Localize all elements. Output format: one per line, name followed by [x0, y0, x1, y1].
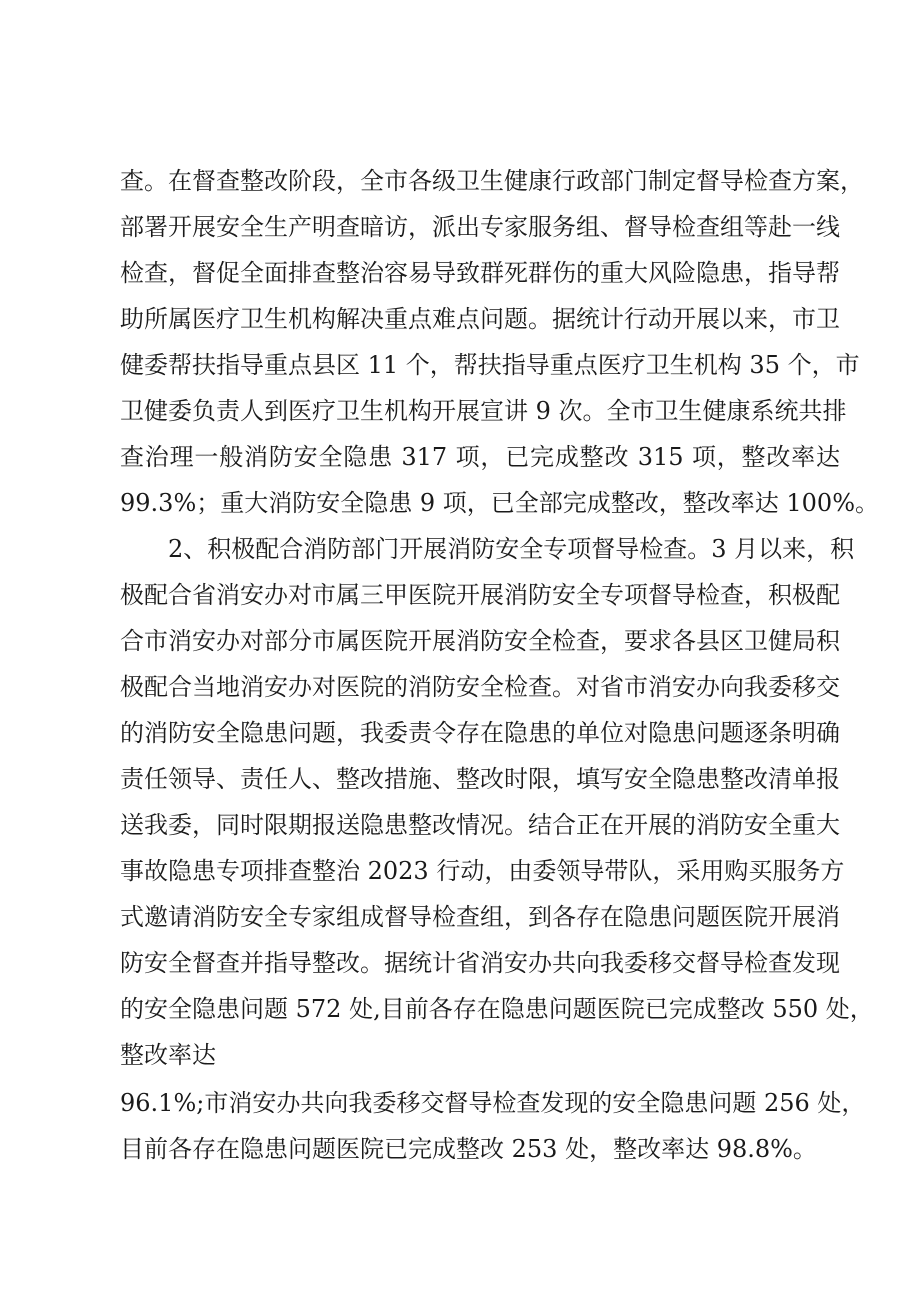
paragraph-line: 查。在督查整改阶段，全市各级卫生健康行政部门制定督导检查方案，	[120, 167, 864, 195]
paragraph-line: 极配合当地消安办对医院的消防安全检查。对省市消安办向我委移交	[120, 673, 840, 701]
paragraph-line: 检查，督促全面排查整治容易导致群死群伤的重大风险隐患，指导帮	[120, 259, 840, 287]
paragraph-line: 合市消安办对部分市属医院开展消防安全检查，要求各县区卫健局积	[120, 627, 840, 655]
paragraph-line: 目前各存在隐患问题医院已完成整改 253 处，整改率达 98.8%。	[120, 1135, 817, 1163]
paragraph-line: 卫健委负责人到医疗卫生机构开展宣讲 9 次。全市卫生健康系统共排	[120, 397, 847, 425]
paragraph-line: 99.3%；重大消防安全隐患 9 项，已全部完成整改，整改率达 100%。	[120, 489, 880, 517]
paragraph-line: 责任领导、责任人、整改措施、整改时限，填写安全隐患整改清单报	[120, 765, 840, 793]
paragraph-line: 送我委，同时限期报送隐患整改情况。结合正在开展的消防安全重大	[120, 811, 840, 839]
paragraph-line: 96.1%;市消安办共向我委移交督导检查发现的安全隐患问题 256 处，	[120, 1089, 866, 1117]
paragraph-line: 极配合省消安办对市属三甲医院开展消防安全专项督导检查，积极配	[120, 581, 840, 609]
paragraph-line: 助所属医疗卫生机构解决重点难点问题。据统计行动开展以来，市卫	[120, 305, 840, 333]
paragraph-line: 部署开展安全生产明查暗访，派出专家服务组、督导检查组等赴一线	[120, 213, 840, 241]
paragraph-line: 式邀请消防安全专家组成督导检查组，到各存在隐患问题医院开展消	[120, 903, 840, 931]
paragraph-line: 整改率达	[120, 1041, 216, 1069]
paragraph-line: 查治理一般消防安全隐患 317 项，已完成整改 315 项，整改率达	[120, 443, 840, 471]
paragraph-line: 健委帮扶指导重点县区 11 个，帮扶指导重点医疗卫生机构 35 个，市	[120, 351, 860, 379]
paragraph-first-line: 2、积极配合消防部门开展消防安全专项督导检查。3 月以来，积	[168, 535, 855, 563]
paragraph-line: 防安全督查并指导整改。据统计省消安办共向我委移交督导检查发现	[120, 949, 840, 977]
paragraph-line: 事故隐患专项排查整治 2023 行动，由委领导带队，采用购买服务方	[120, 857, 845, 885]
paragraph-line: 的消防安全隐患问题，我委责令存在隐患的单位对隐患问题逐条明确	[120, 719, 840, 747]
paragraph-line: 的安全隐患问题 572 处,目前各存在隐患问题医院已完成整改 550 处，	[120, 995, 874, 1023]
